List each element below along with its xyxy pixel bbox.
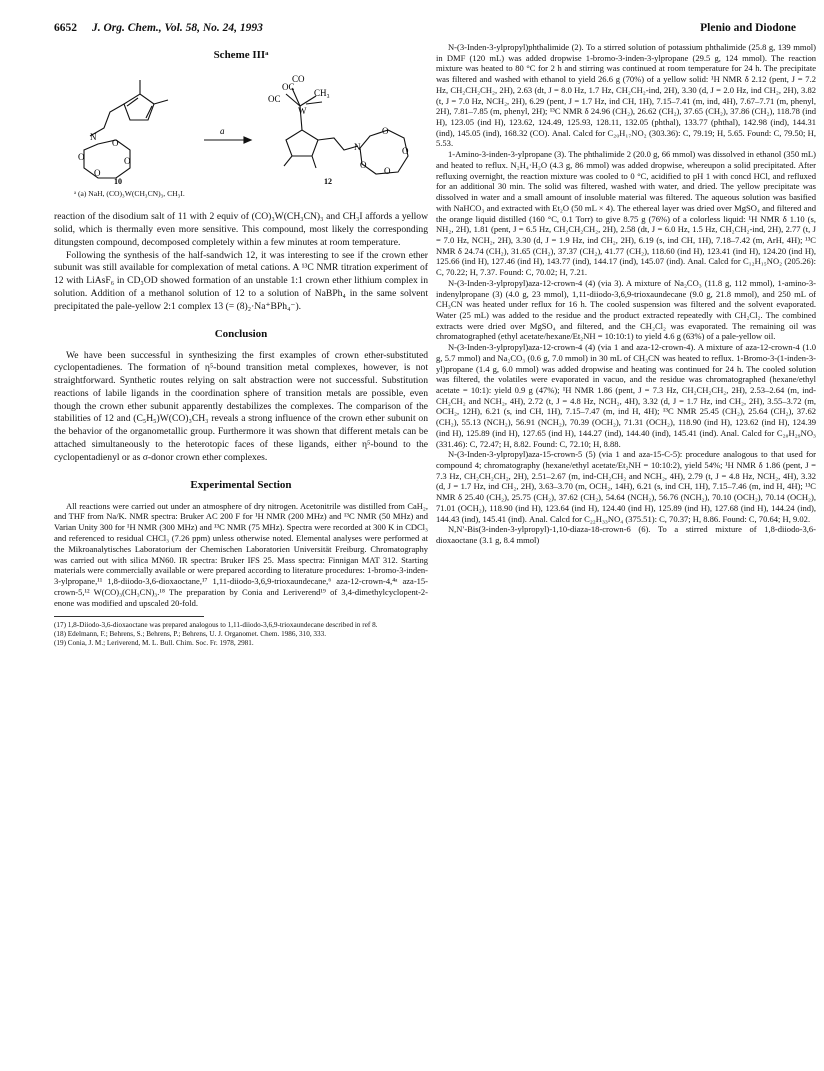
compound-10-label: 10 — [114, 177, 122, 187]
svg-text:O: O — [94, 168, 101, 179]
conclusion-heading: Conclusion — [214, 328, 268, 341]
svg-text:O: O — [402, 146, 409, 157]
paragraph-1: reaction of the disodium salt of 11 with 2 equiv of (CO)₃W(CH₃CN)₃ and CH₃I affords a yellow solid, which is thermally even more sensitive. This compound, most likely the corresponding ditungsten compound, decomposed completely within a few minutes at room temperature. — [54, 211, 428, 248]
right-column — [436, 42, 816, 546]
footnote-18: (18) Edelmann, F.; Behrens, S.; Behrens, P.; Behrens, U. J. Organomet. Chem. 1986, 310, 333. — [54, 630, 326, 639]
running-authors: Plenio and Diodone — [700, 22, 796, 34]
svg-text:OC: OC — [268, 94, 281, 105]
svg-text:O: O — [78, 152, 85, 163]
svg-text:W: W — [298, 106, 307, 117]
footnote-19: (19) Conia, J. M.; Leriverend, M. L. Bull. Chim. Soc. Fr. 1978, 2981. — [54, 639, 254, 648]
svg-text:OC: OC — [282, 82, 295, 93]
conclusion-paragraph: We have been successful in synthesizing the first examples of crown ether-substituted cyclopentadienes. The formation of η⁵-bound transition metal complexes, however, is not straightforward. Synthetic routes relying on salt abstraction were not successful. Substitution reactions of labile ligands in the coordination sphere of transition metals are possible, even though the crown ether subunit apparently destabilizes the complexes. The comparison of the stabilities of 12 and (C₅H₅)W(CO)₃CH₃ reveals a strong influence of the crown ether subunit on the behavior of the organometallic group. Furthermore it was shown that different metals can be attached simultaneously to the heterotopic faces of these ligands, either η⁵-bound to the cyclopentadienyl or as σ-donor crown ether complexes. — [54, 349, 428, 463]
footnote-rule — [54, 616, 204, 617]
paragraph-2: Following the synthesis of the half-sandwich 12, it was interesting to see if the crown ether subunit was still available for complexation of metal cations. A ¹³C NMR titration experiment of 12 with LiAsF₆ in CD₃OD showed formation of an unstable 1:1 crown ether lithium complex in solution. Addition of a methanol solution of 12 to a solution of NaBPh₄ in the same solvent precipitated the pale-yellow 2:1 complex 13 (= (8)₂·Na⁺BPh₄⁻). — [54, 249, 428, 312]
entry-compound-5: N-(3-Inden-3-ylpropyl)aza-15-crown-5 (5) (via 1 and aza-15-C-5): procedure analogous to that used for compound 4; chromatography (hexane/ethyl acetate/Et₂NH = 10:10:2), yield 54%; ¹H NMR δ 1.86 (pent, J = 7.3 Hz, CH₂CH₂CH₂, 2H), 2.51–2.67 (m, ind-CH₂CH₂ and NCH₂, 4H), 2.79 (t, J = 4.8 Hz, NCH₂, 4H), 3.32 (d, J = 1.7 Hz, ind CH₂, 2H), 3.63–3.70 (m, OCH₂, 14H), 6.21 (s, ind CH, 1H), 7.15–7.46 (m, ind H, 4H); ¹³C NMR δ 25.40 (CH₂), 25.75 (CH₂), 37.62 (CH₂), 54.64 (NCH₂), 56.76 (NCH₂), 70.10 (OCH₂), 70.14 (OCH₂), 71.01 (OCH₂), 118.90 (ind H), 123.64 (ind H), 124.40 (ind H), 125.89 (ind H), 127.68 (ind H), 144.24 (ind), 144.43 (ind), 145.41 (ind). Anal. Calcd for C₂₂H₃₃NO₄ (375.51): C, 70.37; H, 8.86. Found: C, 70.64; H, 9.02. — [436, 449, 816, 524]
svg-text:O: O — [382, 126, 389, 137]
n-atom-left: N — [90, 132, 97, 143]
experimental-paragraph: All reactions were carried out under an atmosphere of dry nitrogen. Acetonitrile was distilled from CaH₂, and THF from Na/K. NMR spectra: Bruker AC 200 F for ¹H NMR (200 MHz) and ¹³C NMR (50 MHz) and Varian Unity 300 for ¹H NMR (300 MHz) and ¹³C NMR (75 MHz). Spectra were recorded at 300 K in CDCl₃ and referenced to residual CHCl₃ (7.26 ppm) unless otherwise noted. Elemental analyses were performed at the Mikroanalytisches Laboratorium der Chemischen Laboratorien Universität Freiburg. Chromatography was carried out with silica MN60. IR spectra: Bruker IFS 25. Mass spectra: Finnigan MAT 312. Starting materials were commercially available or were prepared according to literature procedures: 1-bromo-3-inden-3-ylpropane,¹¹ 1,8-diiodo-3,6-dioxaoctane,¹⁷ 1,11-diiodo-3,6,9-trioxaundecane,⁶ aza-12-crown-4,⁴ᵃ aza-15-crown-5,¹² W(CO)₃(CH₃CN)₃.¹⁸ The preparation by Conia and Leriverend¹⁹ of 3,4-dimethylcyclopent-2-enone was modified and upscaled 20-fold. — [54, 500, 428, 608]
svg-text:CO: CO — [292, 74, 305, 85]
svg-text:CH₃: CH₃ — [314, 88, 330, 99]
entry-compound-4-via-1: N-(3-Inden-3-ylpropyl)aza-12-crown-4 (4) (via 1 and aza-12-crown-4). A mixture of aza-12-crown-4 (1.0 g, 5.7 mmol) and Na₂CO₃ (0.6 g, 7.0 mmol) in 30 mL of CH₃CN was heated to reflux. 1-Bromo-3-(1-inden-3-yl)propane (1.4 g, 6.0 mmol) was added dropwise and heating was continued for 24 h. The cooled solution was filtered, the volatiles were evaporated in vacuo, and the residue was chromatographed (hexane/ethyl acetate = 10:1): yield 0.9 g (47%); ¹H NMR 1.86 (pent, J = 7.3 Hz, CH₂CH₂CH₂, 2H), 2.53–2.64 (m, ind-CH₂CH₂ and NCH₂, 4H), 2.72 (t, J = 4.8 Hz, NCH₂, 4H), 3.32 (d, J = 1.7 Hz, ind CH₂, 2H), 3.55–3.72 (m, OCH₂, 12H), 6.21 (s, ind CH, 1H), 7.15–7.47 (m, ind H, 4H); ¹³C NMR 25.45 (CH₂), 25.64 (CH₂), 37.62 (CH₂), 55.13 (NCH₂), 56.91 (NCH₂), 70.39 (OCH₂), 71.31 (OCH₂), 118.90 (ind H), 123.62 (ind H), 124.39 (ind H), 125.89 (ind H), 127.65 (ind H), 144.27 (ind), 144.40 (ind), 145.41 (ind). Anal. Calcd for C₂₀H₂₉NO₃ (331.46): C, 72.47; H, 8.82. Found: C, 72.10; H, 8.88. — [436, 342, 816, 449]
entry-compound-3: 1-Amino-3-inden-3-ylpropane (3). The phthalimide 2 (20.0 g, 66 mmol) was dissolved in ethanol (350 mL) and heated to reflux. N₂H₄·H₂O (4.3 g, 86 mmol) was added dropwise, whereupon a solid precipitated. After refluxing overnight, the reaction mixture was cooled to 0 °C, acidified to pH 1 with concd HCl, and refluxed for an additional 30 min. The solid was filtered, washed with water, and dried. The yellow precipitate was dissolved in water and a small amount of insoluble material was filtered. The aqueous solution was basified with NaHCO₃ and extracted with Et₂O (50 mL × 4). The ethereal layer was dried over MgSO₄ and filtered and the orange liquid distilled (160 °C, 0.1 Torr) to give 8.75 g (76%) of a colorless liquid: ¹H NMR δ 1.10 (s, NH₂, 2H), 1.81 (pent, J = 6.5 Hz, CH₂CH₂CH₂, 2H), 2.58 (dt, J = 6.0 Hz, 1.5 Hz, CH₂CH₂-ind, 2H), 2.77 (t, J = 7.0 Hz, NCH₂, 2H), 3.30 (d, J = 1.9 Hz, ind CH₂, 2H), 6.19 (s, ind CH, 1H), 7.18–7.42 (m, ArH, 4H); ¹³C NMR δ 24.74 (CH₂), 31.65 (CH₂), 37.37 (CH₂), 41.77 (CH₂), 118.60 (ind H), 123.41 (ind H), 124.20 (ind H), 125.66 (ind H), 127.46 (ind H), 143.77 (ind), 144.17 (ind), 145.07 (ind). Anal. Calcd for C₁₂H₁₅NO₂ (205.26): C, 70.22; H, 7.37. Found: C, 70.02; H, 7.21. — [436, 149, 816, 278]
cp-ring — [286, 130, 318, 156]
cyclopentadiene-ring — [124, 94, 154, 120]
entry-compound-6: N,N′-Bis(3-inden-3-ylpropyl)-1,10-diaza-18-crown-6 (6). To a stirred mixture of 1,8-diiodo-3,6-dioxaoctane (3.1 g, 8.4 mmol) — [436, 524, 816, 546]
compound-12-label: 12 — [324, 177, 332, 187]
experimental-heading: Experimental Section — [190, 479, 292, 492]
svg-text:O: O — [360, 160, 367, 171]
left-column — [54, 48, 428, 648]
scheme-footnote: ᵃ (a) NaH, (CO)₃W(CH₃CN)₃, CH₃I. — [74, 189, 185, 199]
svg-text:N: N — [354, 142, 361, 153]
journal-citation: J. Org. Chem., Vol. 58, No. 24, 1993 — [92, 22, 263, 34]
scheme-title: Scheme IIIᵃ — [213, 49, 269, 61]
footnote-17: (17) 1,8-Diiodo-3,6-dioxaoctane was prepared analogous to 1,11-diiodo-3,6,9-trioxaundecane described in ref 8. — [54, 621, 378, 630]
page-number: 6652 — [54, 22, 77, 34]
svg-text:O: O — [124, 156, 131, 167]
arrow-label: a — [220, 126, 225, 137]
entry-compound-2: N-(3-Inden-3-ylpropyl)phthalimide (2). To a stirred solution of potassium phthalimide (25.8 g, 139 mmol) in DMF (120 mL) was added dropwise 1-bromo-3-inden-3-ylpropane (29.5 g, 124 mmol). The reaction mixture was heated to 80 °C for 2 h and stirring was continued at room temperature for 24 h. The precipitate was filtered and washed with ethanol to yield 26.6 g (70%) of a yellow solid: ¹H NMR δ 2.12 (pent, J = 7.2 Hz, CH₂CH₂CH₂, 2H), 2.63 (dt, J = 8.0 Hz, 1.7 Hz, CH₂CH₂-ind, 2H), 3.30 (d, J = 2.0 Hz, ind CH₂, 2H), 3.82 (t, J = 7.0 Hz, NCH₂, 2H), 6.29 (pent, J = 1.7 Hz, ind CH, 1H), 7.15–7.41 (m, ind, 4H), 7.67–7.71 (m, phenyl, 2H), 7.81–7.85 (m, phenyl, 2H); ¹³C NMR δ 24.96 (CH₂), 26.62 (CH₂), 37.65 (CH₂), 37.86 (CH₂), 118.78 (ind H), 123.05 (ind H), 123.62, 124.49, 125.93, 128.11, 132.05 (phthal), 133.77 (phthal), 142.98 (ind), 144.31 (ind), 145.05 (ind), 168.32 (CO). Anal. Calcd for C₂₀H₁₇NO₂ (303.36): C, 79.19; H, 5.65. Found: C, 79.50; H, 5.53. — [436, 42, 816, 149]
svg-text:O: O — [384, 166, 391, 177]
svg-text:O: O — [112, 138, 119, 149]
scheme-iii-structures — [54, 66, 428, 186]
entry-compound-4-via-3: N-(3-Inden-3-ylpropyl)aza-12-crown-4 (4) (via 3). A mixture of Na₂CO₃ (11.8 g, 112 mmol), 1-amino-3-indenylpropane (3) (4.0 g, 23 mmol), 1,11-diiodo-3,6,9-trioxaundecane (9.0 g, 21.8 mmol), and 250 mL of CH₃CN was heated under reflux for 16 h. The cooled suspension was filtered and the solvent evaporated. Water (25 mL) was added to the residue and the product extracted repeatedly with CH₂Cl₂. The combined extracts were dried over MgSO₄ and filtered, and the CH₂Cl₂ was evaporated. The remaining oil was chromatographed (ethyl acetate/hexane/Et₂NH = 10:10:1) to yield 4.6 g (63%) of a pale-yellow oil. — [436, 277, 816, 342]
